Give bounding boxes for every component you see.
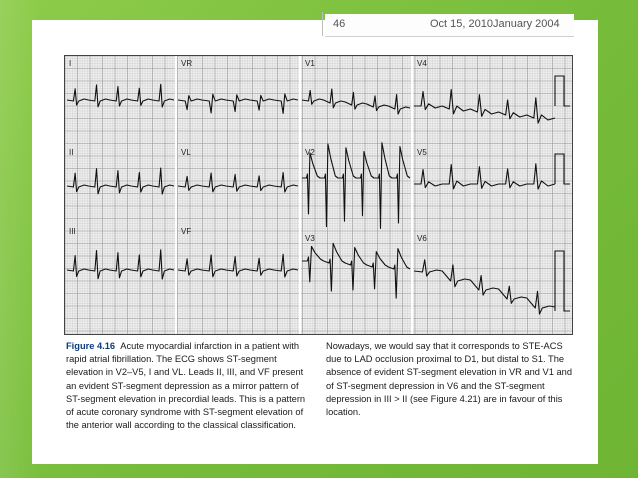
ecg-trace-lead-V3 <box>302 243 410 298</box>
lead-label-V4: V4 <box>417 59 427 68</box>
header-divider <box>322 12 323 36</box>
caption-left-text: Acute myocardial infarction in a patient with rapid atrial fibrillation. The ECG shows ST-segment elevation in V2–V5, I and VL. Leads II, III, and VF present an evident ST-segment depression as a mirror pattern of ST-segment elevation in precordial leads. This is a pattern of acute coronary syndrome with ST-segment elevation of the anterior wall according to the classical classification. <box>66 341 306 431</box>
ecg-grid-major <box>65 56 572 334</box>
lead-label-V1: V1 <box>305 59 315 68</box>
figure-caption-left <box>66 340 314 432</box>
ecg-tracing <box>65 56 572 334</box>
lead-label-III: III <box>69 227 76 236</box>
ecg-trace-lead-III <box>67 250 174 279</box>
ecg-grid-minor <box>65 56 572 334</box>
lead-label-V2: V2 <box>305 148 315 157</box>
lead-label-VL: VL <box>181 148 191 157</box>
lead-label-V3: V3 <box>305 234 315 243</box>
lead-label-VF: VF <box>181 227 192 236</box>
lead-label-II: II <box>69 148 74 157</box>
slide-number: 46 <box>333 18 346 30</box>
lead-label-VR: VR <box>181 59 193 68</box>
ecg-figure <box>64 55 573 335</box>
figure-label: Figure 4.16 <box>66 341 116 351</box>
slide-date: Oct 15, 2010January 2004 <box>430 18 560 30</box>
ecg-trace-lead-V2 <box>302 143 410 229</box>
lead-label-V5: V5 <box>417 148 427 157</box>
lead-label-V6: V6 <box>417 234 427 243</box>
figure-caption-right: Nowadays, we would say that it corresponds to STE-ACS due to LAD occlusion proximal to D1, but distal to S1. The absence of evident ST-segment elevation in VR and V1 and of ST-segment depression in V6 and the ST-segment depression in III > II (see Figure 4.21) are in favour of this location. <box>326 341 573 418</box>
ecg-trace-lead-V1 <box>302 89 410 114</box>
lead-label-I: I <box>69 59 72 68</box>
